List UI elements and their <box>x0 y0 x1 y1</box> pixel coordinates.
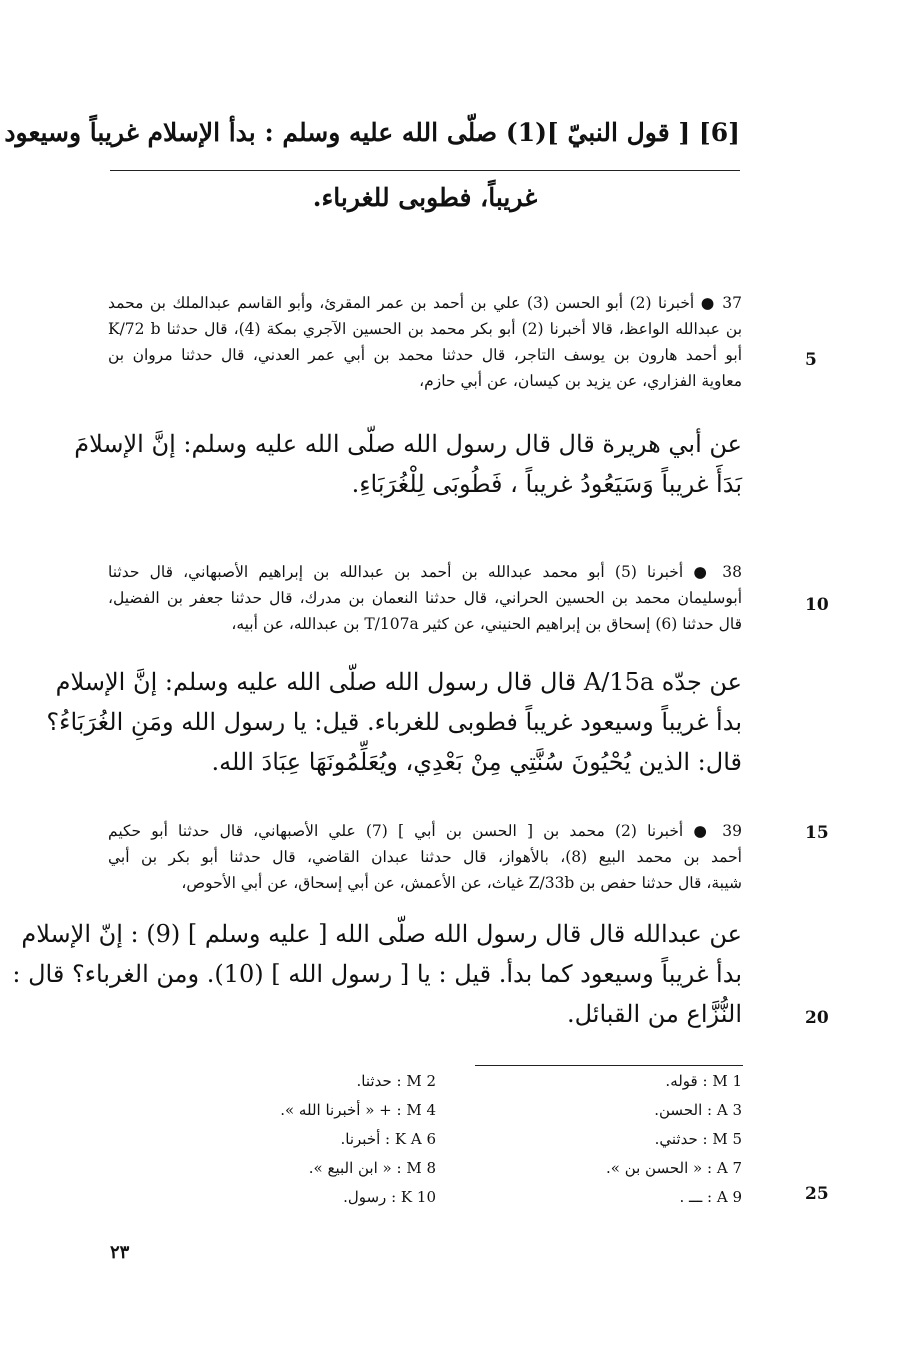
footnote: 8 M : « ابن البيع ». <box>308 1159 436 1177</box>
footnote: 9 A : ـــ . <box>679 1188 742 1206</box>
footnote: 2 M : حدثنا. <box>356 1072 436 1090</box>
isnad-line: معاوية الفزاري، عن يزيد بن كيسان، عن أبي حازم، <box>419 372 742 390</box>
matn-line: بدأ غريباً وسيعود غريباً فطوبى للغرباء. قيل: يا رسول الله ومَنِ الغُرَبَاءُ؟ <box>46 708 742 736</box>
footnotes-right-column <box>520 1067 742 1212</box>
line-number: 5 <box>805 350 817 370</box>
chapter-heading-line-2: غريباً، فطوبى للغرباء. <box>312 183 538 212</box>
line-number: 10 <box>805 595 829 615</box>
isnad-line: أحمد بن محمد البيع (8)، بالأهواز، قال حدثنا عبدان القاضي، قال حدثنا أبو بكر بن أبي <box>108 848 742 866</box>
heading-divider <box>110 170 740 171</box>
isnad-line: أبو أحمد هارون بن يوسف التاجر، قال حدثنا محمد بن أبي عمر العدني، قال حدثنا مروان بن <box>108 346 742 364</box>
line-number: 20 <box>805 1008 829 1028</box>
hadith-37-matn <box>74 424 742 504</box>
line-number: 15 <box>805 823 829 843</box>
isnad-line: 38 ● أخبرنا (5) أبو محمد عبدالله بن أحمد بن عبدالله بن إبراهيم الأصبهاني، قال حدثنا <box>108 563 742 581</box>
footnote: 6 K A : أخبرنا. <box>340 1130 436 1148</box>
hadith-38-isnad <box>108 559 742 637</box>
footnote-divider <box>475 1065 743 1066</box>
matn-line: عن عبدالله قال قال رسول الله صلّى الله [ عليه وسلم ] (9) : إنّ الإسلام <box>21 920 742 948</box>
hadith-39-matn <box>12 914 742 1034</box>
isnad-line: 37 ● أخبرنا (2) أبو الحسن (3) علي بن أحمد بن عمر المقرئ، وأبو القاسم عبدالملك بن محمد <box>108 294 742 312</box>
footnotes-left-column <box>200 1067 436 1212</box>
footnote: 3 A : الحسن. <box>654 1101 742 1119</box>
isnad-line: أبوسليمان محمد بن الحسين الحراني، قال حدثنا النعمان بن مدرك، قال حدثنا جعفر بن الفضيل، <box>108 589 742 607</box>
chapter-heading-line-1: [6] [ قول النبيّ ](1) صلّى الله عليه وسلم : بدأ الإسلام غريباً وسيعود <box>4 118 740 147</box>
isnad-line: بن عبدالله الواعظ، قالا أخبرنا (2) أبو بكر محمد بن الحسين الآجري بمكة (4)، قال حدثنا K/72 b <box>108 320 743 338</box>
matn-line: قال: الذين يُحْيُونَ سُنَّتِي مِنْ بَعْدِي، ويُعَلِّمُونَهَا عِبَادَ الله. <box>211 748 742 776</box>
isnad-line: قال حدثنا (6) إسحاق بن إبراهيم الحنيني، عن كثير T/107a بن عبدالله، عن أبيه، <box>231 615 742 633</box>
isnad-line: شيبة، قال حدثنا حفص بن Z/33b غياث، عن الأعمش، عن أبي إسحاق، عن أبي الأحوص، <box>181 874 742 892</box>
matn-line: بَدَأَ غريباً وَسَيَعُودُ غريباً ، فَطُوبَى لِلْغُرَبَاءِ. <box>351 470 742 498</box>
footnote: 7 A : « الحسن بن ». <box>605 1159 742 1177</box>
line-number: 25 <box>805 1184 829 1204</box>
hadith-37-isnad <box>108 290 742 394</box>
footnote: 4 M : + « أخبرنا الله ». <box>280 1101 436 1119</box>
page-number: ٢٣ <box>110 1242 130 1263</box>
matn-line: عن أبي هريرة قال قال رسول الله صلّى الله عليه وسلم: إنَّ الإسلامَ <box>74 430 742 458</box>
matn-line: بدأ غريباً وسيعود كما بدأ. قيل : يا [ رسول الله ] (10). ومن الغرباء؟ قال : <box>12 960 742 988</box>
matn-line: عن جدّه A/15a قال قال رسول الله صلّى الله عليه وسلم: إنَّ الإسلام <box>55 668 742 696</box>
footnote: 1 M : قوله. <box>665 1072 742 1090</box>
isnad-line: 39 ● أخبرنا (2) محمد بن [ الحسن بن أبي ] (7) علي الأصبهاني، قال حدثنا أبو حكيم <box>108 822 742 840</box>
matn-line: النُّزَّاع من القبائل. <box>567 1000 742 1028</box>
hadith-38-matn <box>46 662 742 782</box>
footnote: 10 K : رسول. <box>343 1188 436 1206</box>
footnote: 5 M : حدثني. <box>654 1130 742 1148</box>
hadith-39-isnad <box>108 818 742 896</box>
